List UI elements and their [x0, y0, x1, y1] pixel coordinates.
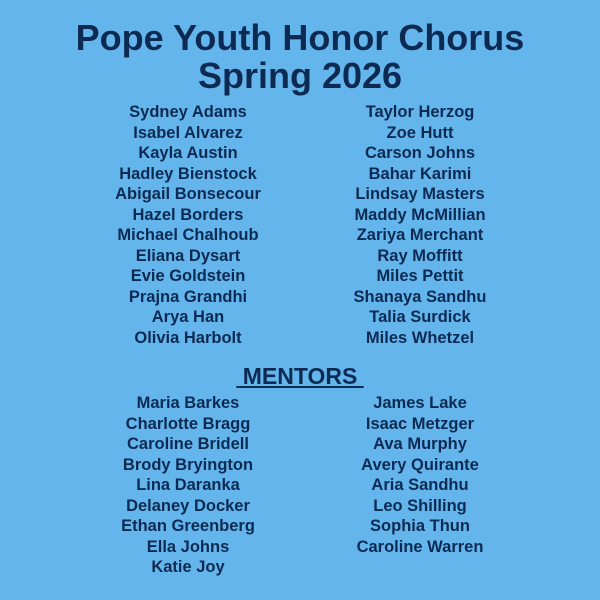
name-list-item: Miles Pettit	[376, 267, 464, 285]
name-list-item: Taylor Herzog	[365, 103, 475, 121]
name-list-item: Leo Shilling	[373, 496, 467, 515]
name-list-item: Hazel Borders	[132, 205, 244, 224]
name-list-item: Arya Han	[151, 308, 225, 326]
name-list-item: Maria Barkes	[136, 394, 240, 412]
mentors-heading-text: MENTORS	[236, 363, 364, 389]
name-list-item: Sydney Adams	[129, 103, 247, 121]
name-list-item: Ava Murphy	[373, 435, 467, 453]
name-list-item: Ella Johns	[146, 537, 230, 556]
mentors-list-left	[68, 393, 308, 578]
name-list-item: Isabel Alvarez	[133, 123, 243, 142]
name-list-item: Lina Daranka	[136, 476, 240, 494]
name-list-item: Caroline Warren	[356, 537, 484, 556]
name-list-item: Hadley Bienstock	[119, 164, 257, 183]
name-list-item: Delaney Docker	[126, 496, 250, 515]
page-subtitle: Spring 2026	[197, 55, 403, 96]
name-list-item: Eliana Dysart	[135, 246, 241, 265]
name-list-item: Talia Surdick	[369, 308, 471, 326]
name-list-item: Bahar Karimi	[368, 164, 472, 183]
name-list-item: Michael Chalhoub	[117, 226, 259, 244]
name-list-item: Olivia Harbolt	[134, 328, 242, 347]
name-list-item: Evie Goldstein	[130, 267, 246, 285]
name-list-item: Maddy McMillian	[354, 205, 486, 224]
name-list-item: Sophia Thun	[370, 517, 470, 535]
mentors-heading	[0, 363, 600, 389]
name-list-item: Avery Quirante	[361, 455, 479, 474]
name-list-item: Katie Joy	[151, 558, 225, 576]
name-list-item: Ethan Greenberg	[121, 517, 255, 535]
name-list-item: Kayla Austin	[138, 144, 238, 162]
name-list-item: Carson Johns	[364, 144, 476, 162]
chorus-list-right	[300, 102, 540, 348]
name-list-item: Ray Moffitt	[377, 246, 463, 265]
chorus-list-left	[68, 102, 308, 348]
name-list-item: Abigail Bonsecour	[115, 185, 261, 203]
name-list-item: Lindsay Masters	[355, 185, 485, 203]
name-list-item: Caroline Bridell	[127, 435, 249, 453]
name-list-item: Aria Sandhu	[371, 476, 469, 494]
mentors-list-right	[300, 393, 540, 557]
name-list-item: Brody Bryington	[122, 455, 254, 474]
page-title: Pope Youth Honor Chorus	[75, 17, 525, 58]
name-list-item: Zariya Merchant	[356, 226, 484, 244]
name-list-item: Shanaya Sandhu	[353, 287, 487, 306]
name-list-item: Miles Whetzel	[365, 328, 475, 347]
name-list-item: Isaac Metzger	[365, 414, 475, 433]
name-list-item: Charlotte Bragg	[125, 414, 251, 433]
name-list-item: Prajna Grandhi	[128, 287, 248, 306]
name-list-item: James Lake	[373, 394, 467, 412]
name-list-item: Zoe Hutt	[386, 123, 454, 142]
